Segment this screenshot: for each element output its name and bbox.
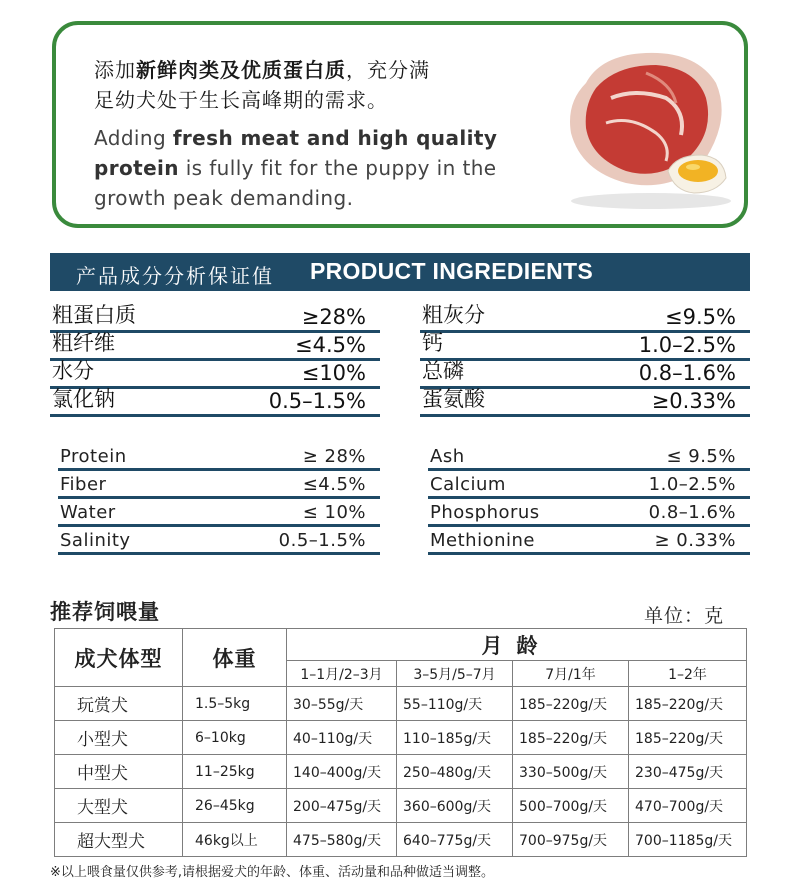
header-age-col: 7月/1年 — [513, 661, 629, 687]
nutrient-name: Calcium — [430, 474, 506, 495]
amount-cell: 640–775g/天 — [397, 823, 513, 857]
intro-box — [52, 21, 748, 228]
unit-label: 单位：克 — [644, 605, 725, 627]
ingredients-title-cn: 产品成分分析保证值 — [76, 264, 274, 288]
amount-cell: 250–480g/天 — [397, 755, 513, 789]
nutrient-value: 0.5–1.5% — [278, 530, 366, 551]
ingredients-header — [50, 253, 750, 291]
intro-en-bold: fresh meat and high quality protein — [94, 126, 498, 180]
table-row — [55, 823, 747, 857]
dog-type-cell: 超大型犬 — [55, 823, 183, 857]
weight-cell: 11–25kg — [183, 755, 287, 789]
table-row — [428, 499, 750, 527]
intro-cn-line-1 — [94, 55, 534, 85]
nutrient-name: 粗灰分 — [422, 303, 485, 327]
table-row — [428, 527, 750, 555]
amount-cell: 360–600g/天 — [397, 789, 513, 823]
amount-cell: 185–220g/天 — [629, 687, 747, 721]
header-weight: 体重 — [183, 629, 287, 687]
dog-type-cell: 中型犬 — [55, 755, 183, 789]
nutrient-name: Methionine — [430, 530, 535, 551]
weight-cell: 46kg以上 — [183, 823, 287, 857]
nutrient-value: ≤ 10% — [302, 502, 366, 523]
nutrient-value: ≤9.5% — [665, 305, 736, 329]
nutrient-value: 1.0–2.5% — [638, 333, 736, 357]
intro-cn-bold: 新鲜肉类及优质蛋白质 — [136, 58, 346, 82]
cn-nutrients-left — [50, 305, 380, 417]
table-row — [58, 499, 380, 527]
nutrient-name: Water — [60, 502, 116, 523]
amount-cell: 700–975g/天 — [513, 823, 629, 857]
weight-cell: 26–45kg — [183, 789, 287, 823]
nutrient-name: 蛋氨酸 — [422, 387, 485, 411]
amount-cell: 30–55g/天 — [287, 687, 397, 721]
nutrient-value: 1.0–2.5% — [648, 474, 736, 495]
nutrient-name: 水分 — [52, 359, 94, 383]
table-row — [428, 443, 750, 471]
nutrient-name: 粗纤维 — [52, 331, 115, 355]
nutrient-value: ≥0.33% — [651, 389, 736, 413]
amount-cell: 185–220g/天 — [513, 721, 629, 755]
amount-cell: 230–475g/天 — [629, 755, 747, 789]
nutrient-value: ≥ 28% — [302, 446, 366, 467]
weight-cell: 1.5–5kg — [183, 687, 287, 721]
table-row — [50, 389, 380, 417]
en-nutrients-left — [58, 443, 380, 555]
weight-cell: 6–10kg — [183, 721, 287, 755]
intro-en-post: is fully fit for the puppy in the growth peak demanding. — [94, 156, 497, 210]
dog-type-cell: 大型犬 — [55, 789, 183, 823]
nutrient-name: 总磷 — [422, 359, 464, 383]
nutrient-value: 0.8–1.6% — [648, 502, 736, 523]
table-row — [58, 443, 380, 471]
feeding-note: ※以上喂食量仅供参考,请根据爱犬的年龄、体重、活动量和品种做适当调整。 — [50, 865, 495, 880]
amount-cell: 500–700g/天 — [513, 789, 629, 823]
header-month-age: 月龄 — [287, 629, 747, 661]
nutrient-value: ≥28% — [301, 305, 366, 329]
nutrient-name: Ash — [430, 446, 465, 467]
intro-cn-pre: 添加 — [94, 58, 136, 82]
intro-en-text — [94, 123, 534, 213]
header-age-col: 3–5月/5–7月 — [397, 661, 513, 687]
amount-cell: 475–580g/天 — [287, 823, 397, 857]
intro-cn-line-2: 足幼犬处于生长高峰期的需求。 — [94, 88, 388, 112]
nutrient-value: 0.5–1.5% — [268, 389, 366, 413]
dog-type-cell: 玩赏犬 — [55, 687, 183, 721]
nutrient-value: ≤ 9.5% — [666, 446, 736, 467]
table-row — [420, 333, 750, 361]
intro-cn-post: ，充分满 — [346, 58, 430, 82]
nutrient-name: 粗蛋白质 — [52, 303, 136, 327]
feeding-table — [54, 628, 747, 857]
amount-cell: 700–1185g/天 — [629, 823, 747, 857]
table-row — [55, 789, 747, 823]
nutrient-name: 钙 — [422, 331, 443, 355]
meat-and-egg-icon — [556, 43, 736, 213]
nutrient-value: ≤10% — [301, 361, 366, 385]
intro-text — [94, 55, 534, 213]
table-row — [58, 527, 380, 555]
table-row — [420, 389, 750, 417]
amount-cell: 110–185g/天 — [397, 721, 513, 755]
intro-en-pre: Adding — [94, 126, 173, 150]
ingredients-title-en: PRODUCT INGREDIENTS — [310, 258, 593, 284]
amount-cell: 470–700g/天 — [629, 789, 747, 823]
table-row — [428, 471, 750, 499]
nutrient-name: 氯化钠 — [52, 387, 115, 411]
header-dog-type: 成犬体型 — [55, 629, 183, 687]
amount-cell: 40–110g/天 — [287, 721, 397, 755]
table-row — [50, 333, 380, 361]
nutrient-value: 0.8–1.6% — [638, 361, 736, 385]
table-row — [55, 755, 747, 789]
amount-cell: 140–400g/天 — [287, 755, 397, 789]
nutrient-value: ≤4.5% — [302, 474, 366, 495]
table-row — [58, 471, 380, 499]
amount-cell: 330–500g/天 — [513, 755, 629, 789]
en-nutrients-right — [428, 443, 750, 555]
nutrient-value: ≤4.5% — [295, 333, 366, 357]
header-age-col: 1–1月/2–3月 — [287, 661, 397, 687]
amount-cell: 200–475g/天 — [287, 789, 397, 823]
nutrient-name: Protein — [60, 446, 127, 467]
cn-nutrients-right — [420, 305, 750, 417]
amount-cell: 55–110g/天 — [397, 687, 513, 721]
feeding-title: 推荐饲喂量 — [50, 600, 160, 624]
nutrient-name: Phosphorus — [430, 502, 540, 523]
table-row — [55, 687, 747, 721]
header-age-col: 1–2年 — [629, 661, 747, 687]
table-row — [420, 305, 750, 333]
amount-cell: 185–220g/天 — [513, 687, 629, 721]
nutrient-value: ≥ 0.33% — [654, 530, 736, 551]
dog-type-cell: 小型犬 — [55, 721, 183, 755]
nutrient-name: Fiber — [60, 474, 107, 495]
amount-cell: 185–220g/天 — [629, 721, 747, 755]
nutrient-name: Salinity — [60, 530, 131, 551]
table-row — [55, 721, 747, 755]
